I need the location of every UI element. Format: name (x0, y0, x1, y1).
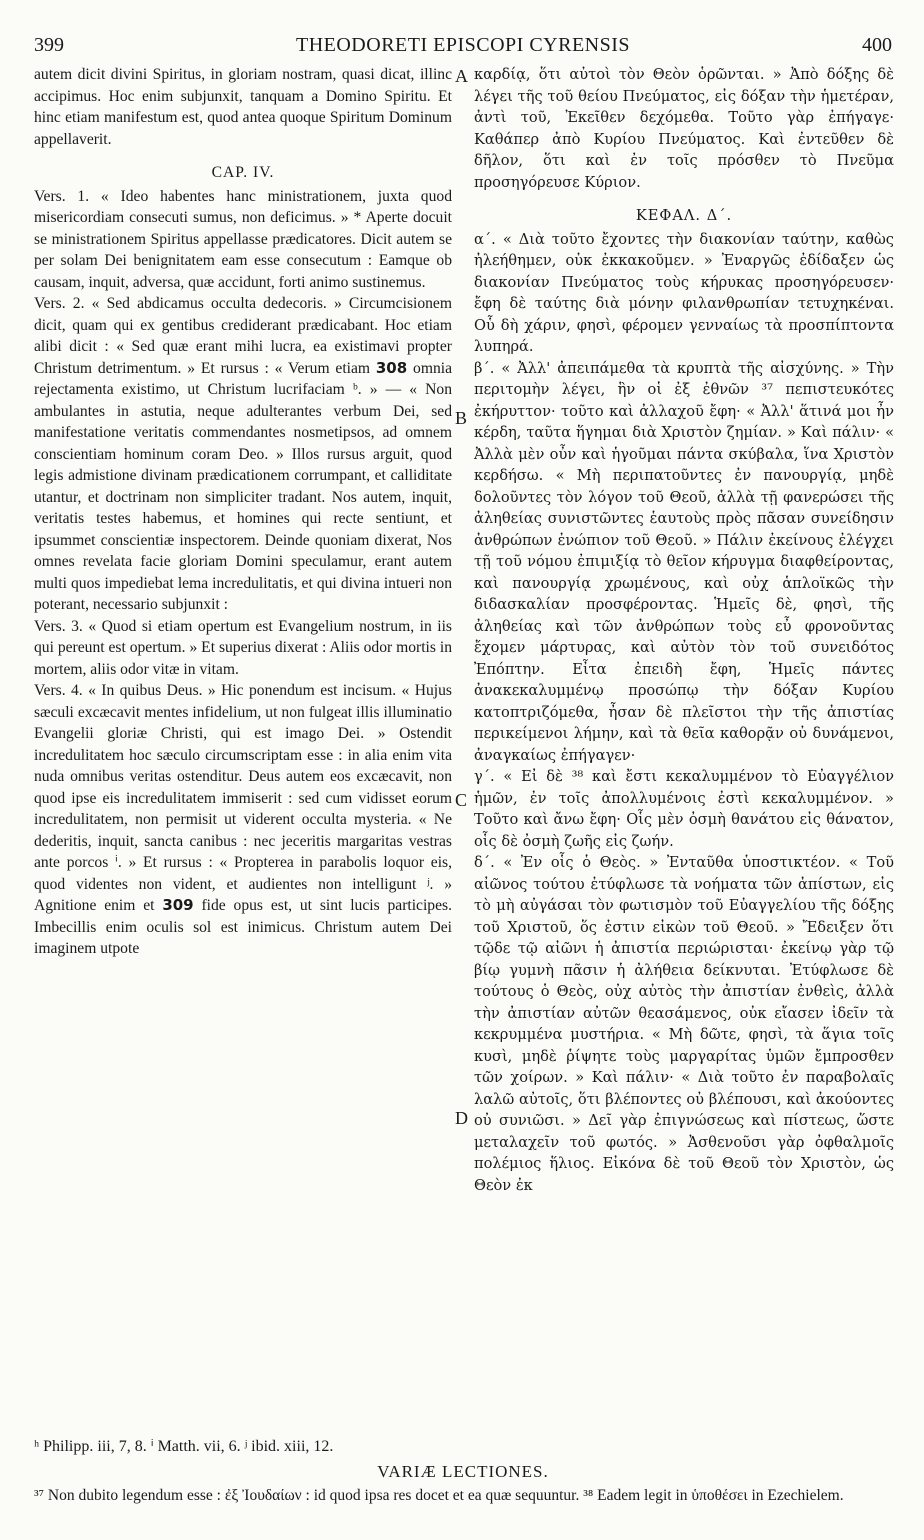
margin-letter-d: D (455, 1108, 468, 1128)
latin-text: Vers. 4. « In quibus Deus. » Hic ponendum est incisum. « Hujus sæculi excæcavit mentes infidelium, ut non fulgeat illis illuminatio Evangelii gloriæ Christi, qui est imago Dei. » Ostendit incredulitatem hoc sæculo circumscriptam esse : in alia enim vita nuda omnibus veritas ostenditur. Deus autem eos excæcavit, non quod ipse eis incredulitatem immiserit : sed cum vidisset eorum incredulitatem, non permisit ut viderent occulta mysteria. « Ne dederitis, inquit, sancta canibus : nec jeceritis margaritas vestras ante porcos ⁱ. » Et rursus : « Propterea in parabolis loquor eis, quod videntes non vident, et audientes non intelligunt ʲ. » Agnitione enim et (34, 682, 452, 914)
scripture-references: ʰ Philipp. iii, 7, 8. ⁱ Matth. vii, 6. ʲ ibid. xiii, 12. (34, 1438, 334, 1455)
latin-chapter-heading: CAP. IV. (211, 164, 275, 181)
greek-column (474, 64, 894, 1196)
latin-column (34, 64, 452, 960)
margin-letter-c: C (455, 790, 468, 810)
margin-letter-a: A (455, 66, 468, 86)
margin-letter-b: B (455, 408, 468, 428)
latin-paragraph: Vers. 1. « Ideo habentes hanc ministrationem, juxta quod misericordiam consecuti sumus, non deficimus. » * Aperte docuit se ministrationem Spiritus appellasse prædicatores. Dicit autem se per solam Dei benignitatem eam esse consecutum : Eamque ob causam, inquit, adversa, quæ accidunt, forti animo sustinemus. (34, 187, 452, 291)
greek-paragraph: γ΄. « Εἰ δὲ ³⁸ καὶ ἔστι κεκαλυμμένον τὸ Εὐαγγέλιον ἡμῶν, ἐν τοῖς ἀπολλυμένοις ἐστὶ κεκαλυμμένον. » Τοῦτο καὶ ἄνω ἔφη· Οἷς μὲν ὀσμὴ θανάτου εἰς θάνατον, οἷς δὲ ὀσμὴ ζωῆς εἰς ζωήν. (474, 768, 894, 850)
latin-text: fide opus est, ut sint lucis participes. Imbecillis enim oculis sol est inimicus. Christum autem Dei imaginem utpote (34, 897, 452, 957)
variae-lectiones-title: VARIÆ LECTIONES. (377, 1462, 549, 1481)
page-header (34, 34, 892, 62)
greek-chapter-heading: ΚΕΦΑΛ. Δ΄. (635, 207, 733, 224)
latin-text: Vers. 2. « Sed abdicamus occulta dedecoris. » Circumcisionem dicit, quam qui ex gentibus crediderant prædicabant. Hoc etiam alibi dicit : « Sed quæ erant mihi lucra, ea existimavi propter Christum detrimentum. » Et rursus : « Verum etiam (34, 295, 452, 377)
page-number-left: 399 (34, 34, 64, 56)
latin-paragraph (34, 293, 452, 616)
latin-paragraph: autem dicit divini Spiritus, in gloriam nostram, quasi dicat, illinc accipimus. Hoc enim subjunxit, tanquam a Domino Spiritu. Et hinc etiam manifestum est, quod antea quoque Spiritum Dominum appellaverit. (34, 66, 452, 148)
greek-paragraph: καρδίᾳ, ὅτι αὐτοὶ τὸν Θεὸν ὁρῶνται. » Ἀπὸ δόξης δὲ λέγει τῆς τοῦ θείου Πνεύματος, εἰς δόξαν τὴν ἡμετέραν, ἀντὶ τοῦ, Ἐκεῖθεν δεχόμεθα. Τοῦτο γὰρ ἐπήγαγε· Καθάπερ ἀπὸ Κυρίου Πνεύματος. Καὶ ἐντεῦθεν δὲ δῆλον, ὅτι καὶ ἐν τοῖς πρόσθεν τὸ Πνεῦμα προσηγόρευσε Κύριον. (474, 66, 894, 191)
running-title: THEODORETI EPISCOPI CYRENSIS (295, 34, 631, 56)
column-number: 309 (162, 896, 194, 914)
latin-paragraph: Vers. 3. « Quod si etiam opertum est Evangelium nostrum, in iis qui pereunt est opertum. » Et superius dixerat : Aliis odor mortis in mortem, aliis odor vitæ in vitam. (34, 617, 452, 678)
greek-paragraph: α΄. « Διὰ τοῦτο ἔχοντες τὴν διακονίαν ταύτην, καθὼς ἠλεήθημεν, οὐκ ἐκκακοῦμεν. » Ἐναργῶς ἐδίδαξεν ὡς διακονίαν Πνεύματος τοὺς κήρυκας προσηγόρευσεν· ἔφη δὲ ταύτης διὰ μόνην φιλανθρωπίαν τετυχηκέναι. Οὗ δὴ χάριν, φησὶ, φέρομεν γενναίως τὰ προσπίπτοντα λυπηρά. (474, 230, 894, 355)
variae-lectiones-text: ³⁷ Non dubito legendum esse : ἐξ Ἰουδαίων : id quod ipsa res docet et ea quæ sequuntur. ³⁸ Eadem legit in ὑποθέσει in Ezechielem. (34, 1487, 844, 1504)
column-number: 308 (375, 358, 408, 377)
greek-paragraph: δ΄. « Ἐν οἷς ὁ Θεὸς. » Ἐνταῦθα ὑποστικτέον. « Τοῦ αἰῶνος τούτου ἐτύφλωσε τὰ νοήματα τῶν ἀπίστων, εἰς τὸ μὴ αὐγάσαι τὸν φωτισμὸν τοῦ Εὐαγγελίου τῆς δόξης τοῦ Χριστοῦ, ὅς ἐστιν εἰκὼν τοῦ Θεοῦ. » Ἔδειξεν ὅτι τῷδε τῷ αἰῶνι ἡ ἀπιστία περιώρισται· ἐκείνῳ γὰρ τῷ βίῳ γυμνὴ πᾶσιν ἡ ἀλήθεια δείκνυται. Ἐτύφλωσε δὲ τούτους ὁ Θεὸς, οὐχ αὐτὸς τὴν ἀπιστίαν ἐνθεὶς, ἀλλὰ τὴν ἀπιστίαν αὐτῶν θεασάμενος, οὐκ εἴασεν ἰδεῖν τὰ κεκρυμμένα μυστήρια. « Μὴ δῶτε, φησὶ, τὰ ἅγια τοῖς κυσὶ, μηδὲ ῥίψητε τοὺς μαργαρίτας ὑμῶν ἔμπροσθεν τῶν χοίρων. » Καὶ πάλιν· « Διὰ τοῦτο ἐν παραβολαῖς λαλῶ αὐτοῖς, ὅτι βλέποντες οὐ βλέπουσι, καὶ ἀκούοντες οὐ συνιῶσι. » Δεῖ γὰρ ἐπιγνώσεως καὶ πίστεως, ὥστε μεταλαχεῖν τοῦ φωτός. » Ἀσθενοῦσι γὰρ ὀφθαλμοῖς πολέμιος ἥλιος. Εἰκόνα δὲ τοῦ Θεοῦ τὸν Χριστὸν, ὡς Θεὸν ἐκ (474, 854, 894, 1194)
page-number-right: 400 (862, 34, 892, 56)
latin-text: omnia rejectamenta existimo, ut Christum lucrifaciam ᵇ. » — « Non ambulantes in astutia, neque adulterantes verbum Dei, sed manifestatione veritatis commendantes nosmetipsos, ad omnem conscientiam hominum coram Deo. » Illos rursus arguit, quod legis admistione divinam prædicationem corrumpant, et calliditate utantur, et doctrinam non simpliciter tradant. Nos autem, inquit, veritatis testes habemus, et homines qui recte sentiunt, et ipsummet conscientiæ inspectorem. Deinde quoniam dixerat, Nos omnes revelata facie gloriam Domini speculamur, erant autem multi quos impediebat lema incredulitatis, et qui divina intueri non poterant, necessario subjunxit : (34, 359, 452, 613)
latin-paragraph (34, 680, 452, 960)
greek-paragraph: β΄. « Ἀλλ' ἀπειπάμεθα τὰ κρυπτὰ τῆς αἰσχύνης. » Τὴν περιτομὴν λέγει, ἣν οἱ ἐξ ἐθνῶν ³⁷ πεπιστευκότες ἐκήρυττον· τοῦτο καὶ ἀλλαχοῦ ἔφη· « Ἀλλ' ἅτινά μοι ἦν κέρδη, ταῦτα ἥγημαι διὰ Χριστὸν ζημίαν. » Καὶ πάλιν· « Ἀλλὰ μὲν οὖν καὶ ἡγοῦμαι πάντα σκύβαλα, ἵνα Χριστὸν κερδήσω. « Μὴ περιπατοῦντες ἐν πανουργίᾳ, μηδὲ δολοῦντες τὸν λόγον τοῦ Θεοῦ, ἀλλὰ τῇ φανερώσει τῆς ἀληθείας συνιστῶντες ἑαυτοὺς πρὸς πᾶσαν συνείδησιν ἀνθρώπων ἐνώπιον τοῦ Θεοῦ. » Πάλιν ἐκείνους ἐλέγχει τῇ τοῦ νόμου ἐπιμιξίᾳ τὸ θεῖον κήρυγμα διαφθείροντας, καὶ πανουργίᾳ χρωμένους, καὶ οὐχ ἁπλοϊκῶς τὴν διδασκαλίαν προσφέροντας. Ἡμεῖς δὲ, φησὶ, τῆς ἀληθείας καὶ τῶν ἀνθρώπων τοὺς εὖ φρονοῦντας ἔχομεν μάρτυρας, καὶ αὐτὸν τὸν τοῦ συνειδότος Ἐπόπτην. Εἶτα ἐπειδὴ ἔφη, Ἡμεῖς πάντες ἀνακεκαλυμμένῳ προσώπῳ τὴν δόξαν Κυρίου κατοπτριζόμεθα, ἦσαν δὲ πλεῖστοι τὴν τῆς ἀπιστίας περικείμενοι λήμην, καὶ τὰ θεῖα καθορᾷν οὐ δυνάμενοι, ἀναγκαίως ἐπήγαγεν· (474, 359, 894, 764)
